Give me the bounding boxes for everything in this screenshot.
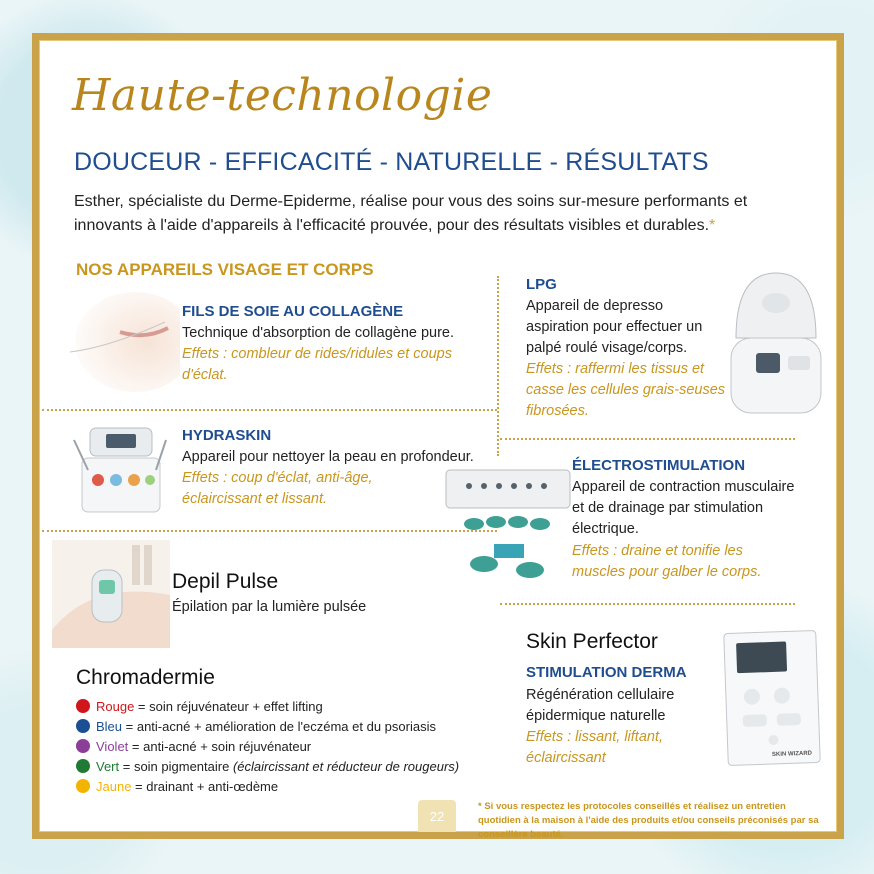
yellow-dot-icon — [76, 779, 90, 793]
fils-effects: Effets : combleur de rides/ridules et coups d'éclat. — [182, 346, 452, 383]
depil-pulse-image — [52, 540, 170, 648]
violet-dot-icon — [76, 739, 90, 753]
divider-vertical — [497, 276, 499, 456]
fils-desc: Technique d'absorption de collagène pure. — [182, 325, 455, 341]
blue-dot-icon — [76, 719, 90, 733]
intro-text — [74, 190, 814, 238]
skin-desc: Régénération cellulaire épidermique naturelle — [526, 687, 675, 724]
intro-body: Esther, spécialiste du Derme-Epiderme, réalise pour vous des soins sur-mesure performants et innovants à l'aide d'appareils à l'efficacité prouvée, pour des résultats visibles et durables. — [74, 193, 748, 234]
depil-desc: Épilation par la lumière pulsée — [172, 599, 367, 615]
list-item — [76, 696, 496, 716]
list-item — [76, 776, 496, 796]
color-name: Violet — [96, 738, 129, 754]
hydraskin-device-image — [68, 420, 173, 520]
electro-desc: Appareil de contraction musculaire et de drainage par stimulation électrique. — [572, 479, 795, 537]
color-desc: = anti-acné + soin réjuvénateur — [128, 738, 312, 754]
color-name: Jaune — [96, 778, 132, 794]
divider-2 — [42, 530, 497, 532]
intro-star: * — [709, 217, 716, 234]
list-item — [76, 756, 496, 776]
chromadermie-title: Chromadermie — [76, 666, 215, 689]
lpg-effects: Effets : raffermi les tissus et casse les cellules grais-seuses fibrosées. — [526, 361, 726, 419]
red-dot-icon — [76, 699, 90, 713]
electro-title: ÉLECTROSTIMULATION — [572, 457, 746, 474]
section-title: NOS APPAREILS VISAGE ET CORPS — [76, 260, 374, 279]
chromadermie-list — [76, 696, 496, 796]
divider-3 — [500, 438, 795, 440]
electrostimulation-device-image — [444, 466, 574, 584]
skin-device-label: SKIN WIZARD — [771, 750, 813, 759]
skin-title: Skin Perfector — [526, 630, 658, 653]
color-desc: = soin réjuvénateur + effet lifting — [134, 698, 323, 714]
lpg-desc: Appareil de depresso aspiration pour effectuer un palpé roulé visage/corps. — [526, 298, 703, 356]
skin-wizard-device-image — [720, 626, 825, 769]
color-name: Bleu — [96, 718, 123, 734]
skin-effects: Effets : lissant, liftant, éclaircissant — [526, 729, 663, 766]
color-desc: = anti-acné + amélioration de l'eczéma et du psoriasis — [122, 718, 436, 734]
color-desc: = soin pigmentaire — [119, 758, 233, 774]
fils-title: FILS DE SOIE AU COLLAGÈNE — [182, 303, 404, 320]
footnote: * Si vous respectez les protocoles conseillés et réalisez un entretien quotidien à la maison à l'aide des produits et/ou conseils préconisés par sa conseillère beauté. — [478, 801, 819, 840]
hydraskin-title: HYDRASKIN — [182, 427, 272, 444]
depil-title: Depil Pulse — [172, 570, 279, 593]
color-desc: = drainant + anti-œdème — [131, 778, 279, 794]
divider-1 — [42, 409, 497, 411]
list-item — [76, 736, 496, 756]
color-desc-italic: (éclaircissant et réducteur de rougeurs) — [232, 758, 460, 774]
page-number: 22 — [418, 800, 456, 832]
hydraskin-effects: Effets : coup d'éclat, anti-âge, éclaircissant et lissant. — [182, 470, 373, 507]
skin-subtitle: STIMULATION DERMA — [526, 664, 687, 681]
green-dot-icon — [76, 759, 90, 773]
list-item — [76, 716, 496, 736]
page-subtitle: DOUCEUR - EFFICACITÉ - NATURELLE - RÉSULTATS — [74, 148, 709, 176]
lpg-device-image — [726, 268, 826, 420]
color-name: Vert — [96, 758, 120, 774]
divider-4 — [500, 603, 795, 605]
hydraskin-desc: Appareil pour nettoyer la peau en profondeur. — [182, 449, 474, 465]
lpg-title: LPG — [526, 276, 557, 293]
electro-effects: Effets : draine et tonifie les muscles pour galber le corps. — [572, 543, 762, 580]
color-name: Rouge — [96, 698, 135, 714]
page-title: Haute-technologie — [72, 70, 493, 121]
face-image — [50, 292, 180, 392]
